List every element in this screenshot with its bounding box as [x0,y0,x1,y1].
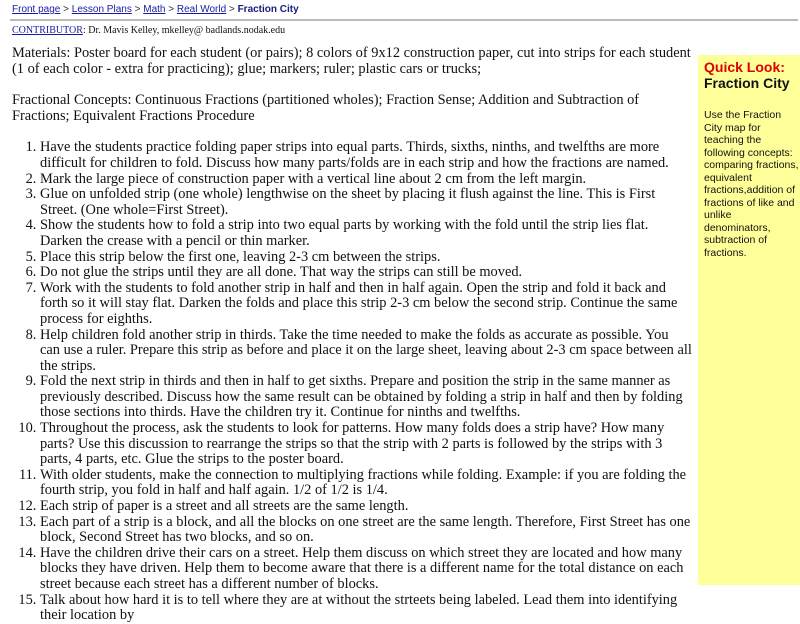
lesson-content [12,46,692,624]
breadcrumb-current: Fraction City [237,4,299,15]
breadcrumb-sep: > [226,4,238,15]
list-item: 13. Each part of a strip is a block, and all the blocks on one street are the same length. Therefore, First Street has one block, Second Street has two blocks, and so on. [40,515,692,546]
list-item: 4. Show the students how to fold a strip into two equal parts by working with the fold until the strip lies flat. Darken the crease with a pencil or thin marker. [40,218,692,249]
list-item: 7. Work with the students to fold another strip in half and then in half again. Open the strip and fold it back and forth so it will stay flat. Darken the folds and place this strip 2-3 cm below the second strip. Continue the same process for eighths. [40,281,692,328]
breadcrumb-sep: > [60,4,72,15]
contributor-text: : Dr. Mavis Kelley, mkelley@ badlands.nodak.edu [82,25,286,36]
list-item: 12. Each strip of paper is a street and all streets are the same length. [40,499,692,515]
quick-look-subtitle: Fraction City [704,75,790,91]
concepts: Fractional Concepts: Continuous Fractions (partitioned wholes); Fraction Sense; Addition and Subtraction of Fractions; Equivalent Fractions Procedure [12,92,640,124]
quick-look-body: Use the Fraction City map for teaching the following concepts: comparing fractions, equivalent fractions,addition of fractions of like and unlike denominators, subtraction of fractions. [704,109,799,259]
breadcrumb-real-world[interactable]: Real World [176,4,227,15]
list-item: 2. Mark the large piece of construction paper with a vertical line about 2 cm from the left margin. [40,172,692,188]
breadcrumb-lesson-plans[interactable]: Lesson Plans [71,4,132,15]
materials: Materials: Poster board for each student (or pairs); 8 colors of 9x12 construction paper, cut into strips for each student (1 of each color - extra for practicing); glue; markers; ruler; plastic cars or trucks; [12,45,691,77]
list-item: 11. With older students, make the connection to multiplying fractions while folding. Example: if you are folding the fourth strip, you fold in half and half again. 1/2 of 1/2 is 1/4. [40,468,692,499]
breadcrumb-sep: > [131,4,144,15]
list-item: 10. Throughout the process, ask the students to look for patterns. How many folds does a strip have? How many parts? Use this discussion to rearrange the strips so that the strip with 2 parts is followed by the strips with 3 parts, 4 parts, etc. Glue the strips to the poster board. [40,421,692,468]
list-item: 9. Fold the next strip in thirds and then in half to get sixths. Prepare and position the strip in the same manner as previously described. Discuss how the same result can be obtained by folding a strip in half and then by folding those sections into thirds. Have the children try it. Continue for ninths and twelfths. [40,374,692,421]
list-item: 14. Have the children drive their cars on a street. Help them discuss on which street they are located and how many blocks they have driven. Help them to become aware that there is a different name for the total distance on each street because each street has a different number of blocks. [40,546,692,593]
list-item: 6. Do not glue the strips until they are all done. That way the strips can still be moved. [40,265,692,281]
procedure-list [12,140,692,623]
list-item: 3. Glue on unfolded strip (one whole) lengthwise on the sheet by placing it flush against the line. This is First Street. (One whole=First Street). [40,187,692,218]
contributor [12,25,285,36]
quick-look-title: Quick Look: [704,59,785,75]
list-item: 15. Talk about how hard it is to tell where they are at without the strteets being labeled. Lead them into identifying their location by [40,593,692,624]
breadcrumb-sep: > [165,4,177,15]
contributor-link[interactable]: CONTRIBUTOR [12,25,83,36]
quick-look-panel [698,55,800,585]
breadcrumb-math[interactable]: Math [143,4,166,15]
list-item: 5. Place this strip below the first one, leaving 2-3 cm between the strips. [40,250,692,266]
list-item: 8. Help children fold another strip in thirds. Take the time needed to make the folds as accurate as possible. You can use a ruler. Prepare this strip as before and place it on the large sheet, leaving about 2-3 cm space between all the strips. [40,328,692,375]
list-item: 1. Have the students practice folding paper strips into equal parts. Thirds, sixths, ninths, and twelfths are more difficult for children to fold. Discuss how many parts/folds are in each strip and how the fractions are named. [40,140,692,171]
breadcrumb-front-page[interactable]: Front page [12,4,61,15]
breadcrumb [12,4,299,15]
divider [10,19,798,21]
